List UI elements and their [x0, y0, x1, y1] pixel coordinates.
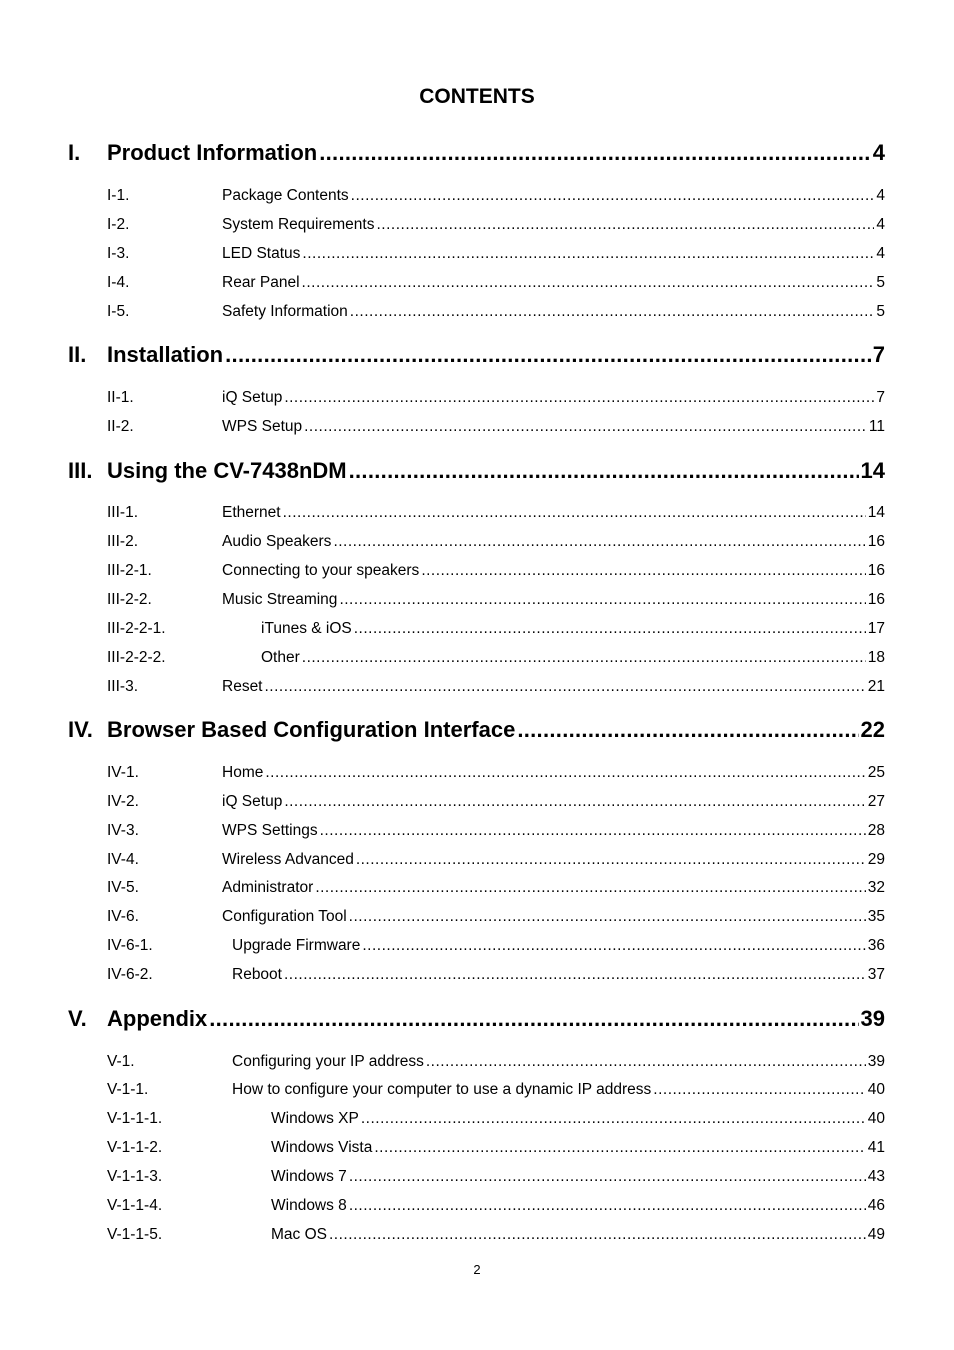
- toc-section-entry[interactable]: [68, 140, 885, 172]
- toc-entry-label: Connecting to your speakers: [222, 562, 420, 579]
- toc-dot-leader: [284, 966, 866, 984]
- toc-entry[interactable]: [68, 678, 885, 700]
- toc-entry-number: I.: [68, 140, 81, 165]
- toc-entry-page: 14: [867, 504, 885, 521]
- toc-entry-number: I-2.: [107, 216, 130, 233]
- toc-entry-page: 28: [867, 822, 885, 839]
- toc-entry[interactable]: [68, 879, 885, 901]
- toc-entry-page: 11: [868, 418, 885, 435]
- table-of-contents: [68, 0, 885, 1250]
- toc-entry-number: V-1.: [107, 1053, 135, 1070]
- toc-section-entry[interactable]: [68, 342, 885, 374]
- toc-entry-number: IV-5.: [107, 879, 139, 896]
- toc-entry-number: II-1.: [107, 389, 134, 406]
- toc-entry-page: 4: [876, 187, 885, 204]
- toc-entry-label: Reboot: [232, 966, 282, 983]
- toc-entry-label: Installation: [107, 342, 224, 367]
- toc-entry-number: V-1-1-2.: [107, 1139, 163, 1156]
- toc-entry[interactable]: [68, 937, 885, 959]
- toc-entry-label: iQ Setup: [222, 389, 283, 406]
- toc-entry-page: 5: [876, 303, 885, 320]
- toc-entry-page: 46: [867, 1197, 885, 1214]
- toc-entry[interactable]: [68, 533, 885, 555]
- toc-entry-page: 40: [867, 1110, 885, 1127]
- toc-dot-leader: [374, 1139, 865, 1157]
- toc-dot-leader: [320, 822, 866, 840]
- toc-entry[interactable]: [68, 1053, 885, 1075]
- toc-entry-number: IV-4.: [107, 851, 139, 868]
- toc-entry-label: iQ Setup: [222, 793, 283, 810]
- toc-entry[interactable]: [68, 793, 885, 815]
- toc-entry-page: 17: [867, 620, 885, 637]
- toc-dot-leader: [265, 678, 866, 696]
- toc-entry[interactable]: [68, 562, 885, 584]
- toc-dot-leader: [225, 342, 871, 368]
- toc-dot-leader: [302, 649, 866, 667]
- toc-entry-label: Product Information: [107, 140, 318, 165]
- toc-entry-page: 7: [872, 342, 885, 367]
- toc-entry-page: 5: [876, 274, 885, 291]
- toc-entry[interactable]: [68, 764, 885, 786]
- toc-entry-number: V-1-1-3.: [107, 1168, 163, 1185]
- toc-entry[interactable]: [68, 187, 885, 209]
- toc-entry-page: 43: [867, 1168, 885, 1185]
- toc-entry-page: 14: [860, 458, 885, 483]
- toc-entry-number: III-2-1.: [107, 562, 152, 579]
- toc-entry-label: Appendix: [107, 1006, 208, 1031]
- toc-entry[interactable]: [68, 591, 885, 613]
- toc-entry-page: 36: [867, 937, 885, 954]
- toc-entry-page: 41: [867, 1139, 885, 1156]
- toc-entry[interactable]: [68, 966, 885, 988]
- toc-entry-number: II-2.: [107, 418, 134, 435]
- toc-entry-page: 39: [860, 1006, 885, 1031]
- toc-dot-leader: [349, 458, 859, 484]
- toc-entry-page: 22: [860, 717, 885, 742]
- toc-entry-page: 27: [867, 793, 885, 810]
- toc-entry-number: V-1-1.: [107, 1081, 149, 1098]
- toc-entry-page: 35: [867, 908, 885, 925]
- toc-entry-label: Configuring your IP address: [232, 1053, 424, 1070]
- toc-entry-label: Windows 8: [271, 1197, 347, 1214]
- toc-entry-page: 39: [867, 1053, 885, 1070]
- toc-entry-label: Audio Speakers: [222, 533, 332, 550]
- toc-entry-page: 16: [867, 562, 885, 579]
- toc-entry-page: 4: [876, 216, 885, 233]
- toc-entry-label: Other: [261, 649, 300, 666]
- toc-dot-leader: [265, 764, 865, 782]
- toc-dot-leader: [333, 533, 865, 551]
- toc-entry-page: 40: [867, 1081, 885, 1098]
- toc-section-entry[interactable]: [68, 717, 885, 749]
- toc-entry-label: System Requirements: [222, 216, 375, 233]
- toc-dot-leader: [339, 591, 865, 609]
- toc-entry-label: Windows 7: [271, 1168, 347, 1185]
- toc-entry[interactable]: [68, 1197, 885, 1219]
- toc-entry-number: V.: [68, 1006, 87, 1031]
- toc-entry-number: V-1-1-5.: [107, 1226, 163, 1243]
- toc-entry[interactable]: [68, 1226, 885, 1248]
- toc-entry-number: I-5.: [107, 303, 130, 320]
- toc-entry-page: 7: [876, 389, 885, 406]
- toc-entry-page: 16: [867, 533, 885, 550]
- toc-entry[interactable]: [68, 274, 885, 296]
- toc-entry[interactable]: [68, 216, 885, 238]
- toc-entry-number: I-3.: [107, 245, 130, 262]
- toc-entry-number: IV-3.: [107, 822, 139, 839]
- toc-entry[interactable]: [68, 1081, 885, 1103]
- toc-entry[interactable]: [68, 620, 885, 642]
- toc-entry[interactable]: [68, 389, 885, 411]
- toc-entry-label: Windows XP: [271, 1110, 359, 1127]
- page-title: CONTENTS: [419, 85, 535, 108]
- toc-entry-number: III-2-2-2.: [107, 649, 166, 666]
- toc-entry-number: IV.: [68, 717, 93, 742]
- toc-entry-label: Rear Panel: [222, 274, 300, 291]
- toc-entry-label: Mac OS: [271, 1226, 327, 1243]
- toc-entry-page: 25: [867, 764, 885, 781]
- toc-dot-leader: [421, 562, 865, 580]
- toc-dot-leader: [356, 851, 866, 869]
- toc-entry[interactable]: [68, 851, 885, 873]
- toc-dot-leader: [349, 908, 866, 926]
- toc-entry-label: Music Streaming: [222, 591, 338, 608]
- toc-entry-number: IV-1.: [107, 764, 139, 781]
- toc-entry-number: V-1-1-1.: [107, 1110, 163, 1127]
- toc-entry-label: LED Status: [222, 245, 301, 262]
- toc-entry-page: 29: [867, 851, 885, 868]
- toc-dot-leader: [315, 879, 865, 897]
- toc-entry-label: Safety Information: [222, 303, 348, 320]
- toc-entry-number: III-2-2-1.: [107, 620, 166, 637]
- toc-entry-page: 4: [876, 245, 885, 262]
- toc-dot-leader: [349, 1197, 866, 1215]
- toc-entry-label: Using the CV-7438nDM: [107, 458, 347, 483]
- toc-entry-label: Upgrade Firmware: [232, 937, 361, 954]
- toc-dot-leader: [304, 418, 867, 436]
- toc-entry-number: III-2.: [107, 533, 139, 550]
- toc-entry-page: 32: [867, 879, 885, 896]
- toc-entry[interactable]: [68, 1110, 885, 1132]
- toc-section-entry[interactable]: [68, 1006, 885, 1038]
- toc-entry-number: IV-2.: [107, 793, 139, 810]
- toc-entry[interactable]: [68, 822, 885, 844]
- toc-entry-label: iTunes & iOS: [261, 620, 352, 637]
- toc-dot-leader: [517, 717, 858, 743]
- toc-entry-number: IV-6-2.: [107, 966, 153, 983]
- toc-dot-leader: [283, 504, 866, 522]
- toc-entry-number: I-4.: [107, 274, 130, 291]
- toc-dot-leader: [376, 216, 874, 234]
- toc-entry-page: 21: [867, 678, 885, 695]
- toc-entry-label: Wireless Advanced: [222, 851, 354, 868]
- toc-entry-number: IV-6-1.: [107, 937, 153, 954]
- toc-entry-page: 16: [867, 591, 885, 608]
- toc-dot-leader: [354, 620, 866, 638]
- toc-entry-page: 49: [867, 1226, 885, 1243]
- toc-entry-label: Windows Vista: [271, 1139, 373, 1156]
- toc-entry-number: II.: [68, 342, 87, 367]
- toc-entry-label: Package Contents: [222, 187, 349, 204]
- toc-dot-leader: [302, 245, 874, 263]
- toc-entry[interactable]: [68, 303, 885, 325]
- toc-entry-label: Reset: [222, 678, 263, 695]
- toc-entry[interactable]: [68, 908, 885, 930]
- toc-entry[interactable]: [68, 504, 885, 526]
- toc-dot-leader: [361, 1110, 866, 1128]
- toc-entry-page: 4: [872, 140, 885, 165]
- toc-entry-number: III-3.: [107, 678, 139, 695]
- toc-entry-label: How to configure your computer to use a dynamic IP address: [232, 1081, 652, 1098]
- toc-entry-number: I-1.: [107, 187, 130, 204]
- toc-entry-number: III.: [68, 458, 93, 483]
- page-number: 2: [473, 1262, 481, 1277]
- toc-dot-leader: [284, 389, 874, 407]
- toc-entry-label: Browser Based Configuration Interface: [107, 717, 516, 742]
- toc-entry-label: WPS Setup: [222, 418, 303, 435]
- toc-entry-number: IV-6.: [107, 908, 139, 925]
- toc-entry[interactable]: [68, 1168, 885, 1190]
- toc-entry-number: V-1-1-4.: [107, 1197, 163, 1214]
- toc-dot-leader: [329, 1226, 866, 1244]
- toc-entry[interactable]: [68, 1139, 885, 1161]
- toc-dot-leader: [351, 187, 875, 205]
- toc-entry-label: Ethernet: [222, 504, 281, 521]
- toc-entry[interactable]: [68, 649, 885, 671]
- toc-dot-leader: [653, 1081, 865, 1099]
- toc-dot-leader: [362, 937, 865, 955]
- toc-dot-leader: [426, 1053, 866, 1071]
- toc-entry-label: Configuration Tool: [222, 908, 347, 925]
- toc-entry-label: WPS Settings: [222, 822, 318, 839]
- toc-dot-leader: [302, 274, 875, 292]
- toc-dot-leader: [319, 140, 871, 166]
- toc-entry-label: Home: [222, 764, 264, 781]
- toc-entry-label: Administrator: [222, 879, 314, 896]
- toc-entry-number: III-2-2.: [107, 591, 152, 608]
- toc-section-entry[interactable]: [68, 458, 885, 490]
- toc-dot-leader: [284, 793, 865, 811]
- toc-entry-page: 18: [867, 649, 885, 666]
- toc-dot-leader: [349, 1168, 866, 1186]
- toc-entry[interactable]: [68, 418, 885, 440]
- toc-dot-leader: [209, 1006, 858, 1032]
- toc-entry-number: III-1.: [107, 504, 139, 521]
- toc-entry[interactable]: [68, 245, 885, 267]
- toc-dot-leader: [350, 303, 875, 321]
- toc-entry-page: 37: [867, 966, 885, 983]
